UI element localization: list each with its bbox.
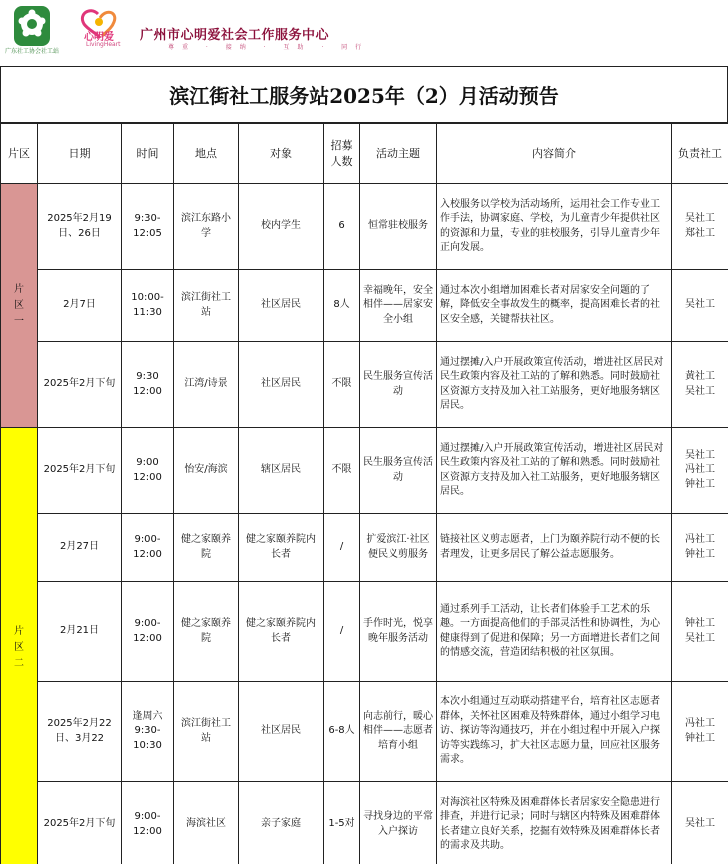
time-cell: 9:00-12:00 [122, 514, 174, 582]
target-cell: 辖区居民 [239, 428, 324, 514]
place-cell: 怡安/海滨 [174, 428, 239, 514]
theme-cell: 幸福晚年，安全相伴——居家安全小组 [360, 270, 437, 342]
staff-cell: 吴社工 冯社工 钟社工 [672, 428, 728, 514]
recruit-cell: 8人 [324, 270, 360, 342]
place-cell: 健之家颐养院 [174, 514, 239, 582]
recruit-cell: 6 [324, 184, 360, 270]
date-cell: 2月7日 [38, 270, 122, 342]
staff-cell: 吴社工 [672, 270, 728, 342]
description-cell: 通过摆摊/入户开展政策宣传活动，增进社区居民对民生政策内容及社工站的了解和熟悉。同时鼓励社区资源方支持及加入社工站服务，更好地服务辖区居民。 [437, 428, 672, 514]
target-cell: 健之家颐养院内长者 [239, 514, 324, 582]
theme-cell: 恒常驻校服务 [360, 184, 437, 270]
description-cell: 本次小组通过互动联动搭建平台，培育社区志愿者群体，关怀社区困难及特殊群体，通过小组学习电访、探访等沟通技巧，并在小组过程中开展入户探访等实践练习，扩大社区志愿力量，回应社区服务需求。 [437, 682, 672, 782]
description-cell: 通过本次小组增加困难长者对居家安全问题的了解，降低安全事故发生的概率，提高困难长者的社区安全感，关键帮扶社区。 [437, 270, 672, 342]
table-header-row [1, 124, 728, 184]
header-description: 内容简介 [437, 124, 672, 184]
description-cell: 入校服务以学校为活动场所，运用社会工作专业工作手法，协调家庭、学校，为儿童青少年提供社区的资源和力量，专业的驻校服务，引导儿童青少年正向发展。 [437, 184, 672, 270]
zone-one-cell [1, 184, 38, 428]
description-cell: 通过系列手工活动，让长者们体验手工艺术的乐趣。一方面提高他们的手部灵活性和协调性，为心健康得到了促进和保障；另一方面增进长者们之间的情感交流，营造团结积极的社区氛围。 [437, 582, 672, 682]
header-target: 对象 [239, 124, 324, 184]
page-title: 滨江街社工服务站2025年（2）月活动预告 [169, 84, 559, 108]
date-cell: 2025年2月22日、3月22 [38, 682, 122, 782]
logo1-caption: 广东社工协会社工站 [4, 48, 59, 55]
recruit-cell: / [324, 582, 360, 682]
recruit-cell: 不限 [324, 428, 360, 514]
time-cell: 9:00-12:00 [122, 782, 174, 864]
place-cell: 滨江街社工站 [174, 270, 239, 342]
staff-cell: 吴社工 郑社工 [672, 184, 728, 270]
staff-cell: 冯社工 钟社工 [672, 682, 728, 782]
place-cell: 滨江东路小学 [174, 184, 239, 270]
recruit-cell: 6-8人 [324, 682, 360, 782]
date-cell: 2月21日 [38, 582, 122, 682]
target-cell: 校内学生 [239, 184, 324, 270]
header-zone: 片区 [1, 124, 38, 184]
table-row [1, 514, 728, 582]
theme-cell: 手作时光，悦享晚年服务活动 [360, 582, 437, 682]
target-cell: 健之家颐养院内长者 [239, 582, 324, 682]
description-cell: 链接社区义剪志愿者，上门为颐养院行动不便的长者理发，让更多居民了解公益志愿服务。 [437, 514, 672, 582]
place-cell: 健之家颐养院 [174, 582, 239, 682]
zone-one-label: 片区一 [14, 283, 24, 327]
header-recruit: 招募人数 [324, 124, 360, 184]
logo2-text: 心明爱 [84, 32, 114, 43]
time-cell: 9:00-12:00 [122, 582, 174, 682]
table-row [1, 342, 728, 428]
zone-two-label: 片区二 [14, 625, 24, 669]
header-theme: 活动主题 [360, 124, 437, 184]
target-cell: 社区居民 [239, 682, 324, 782]
target-cell: 社区居民 [239, 342, 324, 428]
time-cell: 逢周六9:30-10:30 [122, 682, 174, 782]
table-row [1, 184, 728, 270]
place-cell: 海滨社区 [174, 782, 239, 864]
time-cell: 9:30-12:05 [122, 184, 174, 270]
theme-cell: 扩爱滨江·社区便民义剪服务 [360, 514, 437, 582]
header-staff: 负责社工 [672, 124, 728, 184]
recruit-cell: 1-5对 [324, 782, 360, 864]
date-cell: 2月27日 [38, 514, 122, 582]
date-cell: 2025年2月下旬 [38, 782, 122, 864]
target-cell: 亲子家庭 [239, 782, 324, 864]
place-cell: 江湾/诗景 [174, 342, 239, 428]
table-row [1, 270, 728, 342]
time-cell: 10:00-11:30 [122, 270, 174, 342]
table-row [1, 782, 728, 864]
theme-cell: 寻找身边的平常入户探访 [360, 782, 437, 864]
theme-cell: 民生服务宣传活动 [360, 342, 437, 428]
logo2-subtext: LivingHeart [86, 41, 121, 48]
date-cell: 2025年2月下旬 [38, 342, 122, 428]
time-cell: 9:00 12:00 [122, 428, 174, 514]
table-row [1, 428, 728, 514]
staff-cell: 黄社工 吴社工 [672, 342, 728, 428]
date-cell: 2025年2月19日、26日 [38, 184, 122, 270]
place-cell: 滨江街社工站 [174, 682, 239, 782]
date-cell: 2025年2月下旬 [38, 428, 122, 514]
header [0, 0, 728, 62]
description-cell: 通过摆摊/入户开展政策宣传活动，增进社区居民对民生政策内容及社工站的了解和熟悉。同时鼓励社区资源方支持及加入社工站服务，更好地服务辖区居民。 [437, 342, 672, 428]
staff-cell: 钟社工 吴社工 [672, 582, 728, 682]
theme-cell: 民生服务宣传活动 [360, 428, 437, 514]
zone-two-cell [1, 428, 38, 864]
organization-slogan: 尊重 · 接纳 · 互助 · 同行 [168, 44, 370, 51]
header-date: 日期 [38, 124, 122, 184]
title-box [0, 66, 728, 123]
description-cell: 对海滨社区特殊及困难群体长者居家安全隐患进行排查，并进行记录；同时与辖区内特殊及困难群体长者建立良好关系，挖掘有效特殊及困难群体长者的需求及共助。 [437, 782, 672, 864]
time-cell: 9:30 12:00 [122, 342, 174, 428]
target-cell: 社区居民 [239, 270, 324, 342]
header-time: 时间 [122, 124, 174, 184]
recruit-cell: 不限 [324, 342, 360, 428]
activity-table [0, 123, 728, 864]
staff-cell: 吴社工 [672, 782, 728, 864]
table-row [1, 582, 728, 682]
table-row [1, 682, 728, 782]
theme-cell: 向志前行，暖心相伴——志愿者培育小组 [360, 682, 437, 782]
recruit-cell: / [324, 514, 360, 582]
staff-cell: 冯社工 钟社工 [672, 514, 728, 582]
organization-name: 广州市心明爱社会工作服务中心 [140, 28, 330, 43]
header-place: 地点 [174, 124, 239, 184]
